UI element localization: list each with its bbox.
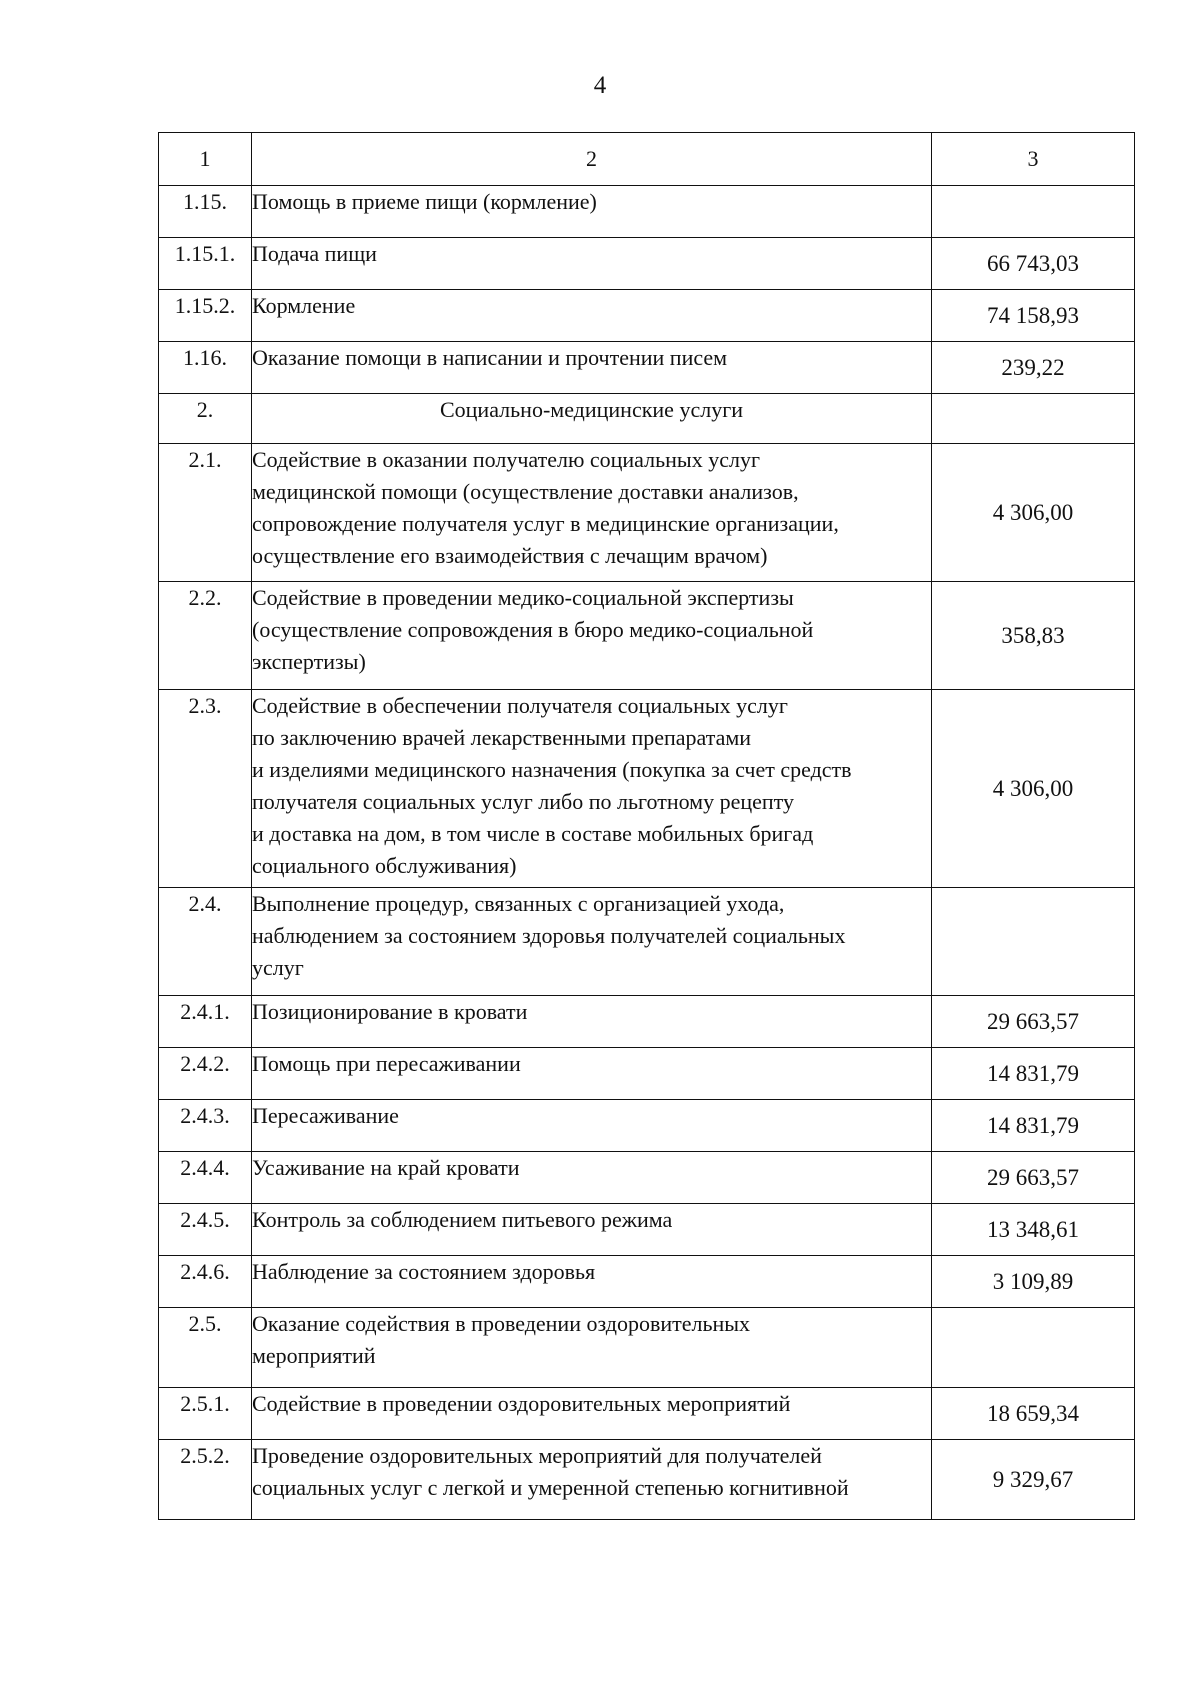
table-row xyxy=(159,690,1135,888)
table-row xyxy=(159,1308,1135,1388)
service-tariff xyxy=(932,888,1135,996)
row-number: 2. xyxy=(159,394,252,444)
service-tariff: 4 306,00 xyxy=(932,690,1135,888)
table-row xyxy=(159,1440,1135,1520)
service-name: Выполнение процедур, связанных с организацией ухода, наблюдением за состоянием здоровья получателей социальных услуг xyxy=(252,888,932,996)
service-name: Содействие в оказании получателю социальных услуг медицинской помощи (осуществление доставки анализов, сопровождение получателя услуг в медицинские организации, осуществление его взаимодействия с лечащим врачом) xyxy=(252,444,932,582)
service-name: Оказание содействия в проведении оздоровительных мероприятий xyxy=(252,1308,932,1388)
table-row xyxy=(159,582,1135,690)
table-row xyxy=(159,290,1135,342)
header-col-3: 3 xyxy=(932,133,1135,186)
table-row xyxy=(159,1388,1135,1440)
service-tariff: 14 831,79 xyxy=(932,1100,1135,1152)
tariff-table xyxy=(158,132,1135,1520)
table-row xyxy=(159,996,1135,1048)
row-number: 2.4.4. xyxy=(159,1152,252,1204)
service-name: Усаживание на край кровати xyxy=(252,1152,932,1204)
row-number: 2.4.6. xyxy=(159,1256,252,1308)
service-name: Наблюдение за состоянием здоровья xyxy=(252,1256,932,1308)
service-tariff: 66 743,03 xyxy=(932,238,1135,290)
page-number: 4 xyxy=(593,72,607,99)
row-number: 2.5. xyxy=(159,1308,252,1388)
row-number: 2.3. xyxy=(159,690,252,888)
table-body xyxy=(159,186,1135,1520)
service-tariff: 14 831,79 xyxy=(932,1048,1135,1100)
service-tariff: 239,22 xyxy=(932,342,1135,394)
row-number: 2.4.5. xyxy=(159,1204,252,1256)
row-number: 2.4. xyxy=(159,888,252,996)
table-row xyxy=(159,342,1135,394)
service-name: Помощь в приеме пищи (кормление) xyxy=(252,186,932,238)
service-tariff: 9 329,67 xyxy=(932,1440,1135,1520)
service-tariff: 13 348,61 xyxy=(932,1204,1135,1256)
header-col-1: 1 xyxy=(159,133,252,186)
service-name: Содействие в проведении медико-социальной экспертизы (осуществление сопровождения в бюро медико-социальной экспертизы) xyxy=(252,582,932,690)
service-name: Содействие в обеспечении получателя социальных услуг по заключению врачей лекарственными препаратами и изделиями медицинского назначения (покупка за счет средств получателя социальных услуг либо по льготному рецепту и доставка на дом, в том числе в составе мобильных бригад социального обслуживания) xyxy=(252,690,932,888)
table-header-row xyxy=(159,133,1135,186)
service-tariff xyxy=(932,186,1135,238)
service-tariff: 3 109,89 xyxy=(932,1256,1135,1308)
service-name: Пересаживание xyxy=(252,1100,932,1152)
service-name: Помощь при пересаживании xyxy=(252,1048,932,1100)
row-number: 2.5.1. xyxy=(159,1388,252,1440)
table-row xyxy=(159,186,1135,238)
row-number: 2.4.2. xyxy=(159,1048,252,1100)
header-col-2: 2 xyxy=(252,133,932,186)
service-name: Содействие в проведении оздоровительных мероприятий xyxy=(252,1388,932,1440)
table-row xyxy=(159,1152,1135,1204)
table-row xyxy=(159,238,1135,290)
service-tariff: 4 306,00 xyxy=(932,444,1135,582)
table-row xyxy=(159,1256,1135,1308)
service-name: Кормление xyxy=(252,290,932,342)
service-name: Позиционирование в кровати xyxy=(252,996,932,1048)
service-name: Подача пищи xyxy=(252,238,932,290)
service-tariff xyxy=(932,1308,1135,1388)
table-row xyxy=(159,444,1135,582)
table-row xyxy=(159,1048,1135,1100)
service-tariff xyxy=(932,394,1135,444)
service-name: Контроль за соблюдением питьевого режима xyxy=(252,1204,932,1256)
row-number: 1.16. xyxy=(159,342,252,394)
table-row xyxy=(159,394,1135,444)
row-number: 2.4.1. xyxy=(159,996,252,1048)
service-name: Проведение оздоровительных мероприятий для получателей социальных услуг с легкой и умеренной степенью когнитивной xyxy=(252,1440,932,1520)
service-tariff: 74 158,93 xyxy=(932,290,1135,342)
table-row xyxy=(159,1100,1135,1152)
row-number: 2.2. xyxy=(159,582,252,690)
service-name: Оказание помощи в написании и прочтении писем xyxy=(252,342,932,394)
row-number: 2.5.2. xyxy=(159,1440,252,1520)
row-number: 2.1. xyxy=(159,444,252,582)
table-row xyxy=(159,1204,1135,1256)
service-tariff: 29 663,57 xyxy=(932,996,1135,1048)
row-number: 1.15.2. xyxy=(159,290,252,342)
row-number: 2.4.3. xyxy=(159,1100,252,1152)
service-tariff: 18 659,34 xyxy=(932,1388,1135,1440)
service-tariff: 29 663,57 xyxy=(932,1152,1135,1204)
row-number: 1.15.1. xyxy=(159,238,252,290)
table-row xyxy=(159,888,1135,996)
row-number: 1.15. xyxy=(159,186,252,238)
service-tariff: 358,83 xyxy=(932,582,1135,690)
service-name: Социально-медицинские услуги xyxy=(252,394,932,444)
